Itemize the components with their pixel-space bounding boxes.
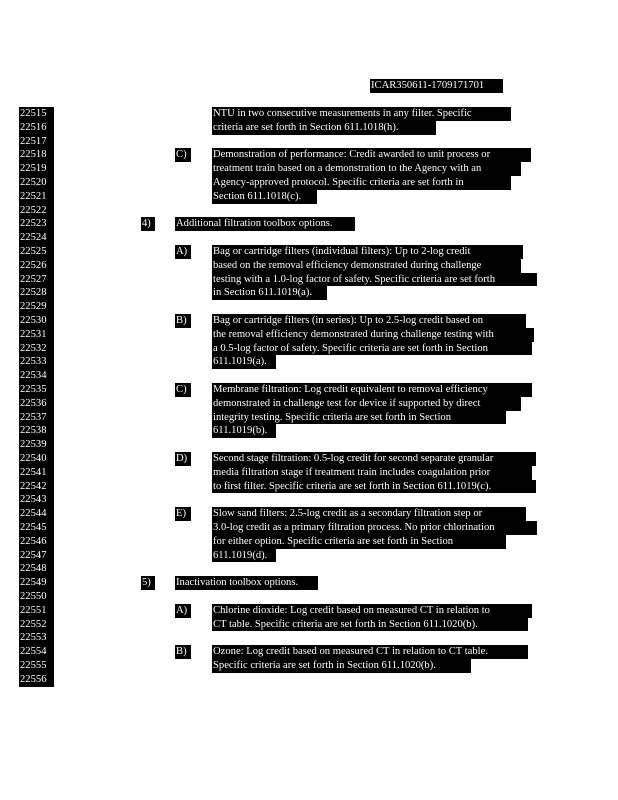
- body-line: Bag or cartridge filters (individual filters): Up to 2-log credit: [212, 245, 523, 259]
- line-number: 22541: [19, 466, 54, 480]
- line-number: 22519: [19, 162, 54, 176]
- item-label: B): [175, 314, 191, 328]
- line-number: 22545: [19, 521, 54, 535]
- line-number: 22539: [19, 438, 54, 452]
- line-number: 22529: [19, 300, 54, 314]
- body-line: 3.0-log credit as a primary filtration process. No prior chlorination: [212, 521, 537, 535]
- line-number: 22537: [19, 411, 54, 425]
- body-line: Ozone: Log credit based on measured CT in relation to CT table.: [212, 645, 528, 659]
- line-number: 22517: [19, 135, 54, 149]
- body-line: the removal efficiency demonstrated during challenge testing with: [212, 328, 534, 342]
- item-label: A): [175, 604, 191, 618]
- line-number: 22522: [19, 204, 54, 218]
- body-line: 611.1019(b).: [212, 424, 276, 438]
- line-number: 22555: [19, 659, 54, 673]
- body-line: treatment train based on a demonstration to the Agency with an: [212, 162, 521, 176]
- line-number: 22530: [19, 314, 54, 328]
- line-number: 22551: [19, 604, 54, 618]
- body-line: 611.1019(d).: [212, 549, 276, 563]
- body-line: Bag or cartridge filters (in series): Up to 2.5-log credit based on: [212, 314, 526, 328]
- body-line: for either option. Specific criteria are set forth in Section: [212, 535, 506, 549]
- line-number: 22526: [19, 259, 54, 273]
- line-number: 22538: [19, 424, 54, 438]
- body-line: testing with a 1.0-log factor of safety. Specific criteria are set forth: [212, 273, 537, 287]
- section-title: Additional filtration toolbox options.: [175, 217, 355, 231]
- line-number: 22535: [19, 383, 54, 397]
- line-number: 22553: [19, 631, 54, 645]
- line-number: 22550: [19, 590, 54, 604]
- line-number: 22516: [19, 121, 54, 135]
- item-label: D): [175, 452, 191, 466]
- body-line: based on the removal efficiency demonstrated during challenge: [212, 259, 521, 273]
- item-label: B): [175, 645, 191, 659]
- line-number: 22518: [19, 148, 54, 162]
- line-number: 22531: [19, 328, 54, 342]
- item-label: A): [175, 245, 191, 259]
- line-number: 22520: [19, 176, 54, 190]
- item-label: C): [175, 383, 191, 397]
- line-number: 22552: [19, 618, 54, 632]
- line-number: 22547: [19, 549, 54, 563]
- body-line: in Section 611.1019(a).: [212, 286, 327, 300]
- line-number: 22521: [19, 190, 54, 204]
- line-number: 22524: [19, 231, 54, 245]
- line-number: 22527: [19, 273, 54, 287]
- body-line: NTU in two consecutive measurements in any filter. Specific: [212, 107, 511, 121]
- line-number: 22549: [19, 576, 54, 590]
- item-label: E): [175, 507, 191, 521]
- body-line: Section 611.1018(c).: [212, 190, 317, 204]
- line-number: 22534: [19, 369, 54, 383]
- body-line: Second stage filtration: 0.5-log credit for second separate granular: [212, 452, 536, 466]
- section-label: 4): [141, 217, 155, 231]
- line-number: 22515: [19, 107, 54, 121]
- line-number: 22525: [19, 245, 54, 259]
- line-number: 22548: [19, 562, 54, 576]
- body-line: CT table. Specific criteria are set forth in Section 611.1020(b).: [212, 618, 528, 632]
- line-number: 22554: [19, 645, 54, 659]
- line-number: 22543: [19, 493, 54, 507]
- line-number: 22523: [19, 217, 54, 231]
- body-line: 611.1019(a).: [212, 355, 276, 369]
- body-line: Demonstration of performance: Credit awarded to unit process or: [212, 148, 531, 162]
- line-number: 22544: [19, 507, 54, 521]
- body-line: criteria are set forth in Section 611.1018(h).: [212, 121, 436, 135]
- body-line: to first filter. Specific criteria are set forth in Section 611.1019(c).: [212, 480, 536, 494]
- section-title: Inactivation toolbox options.: [175, 576, 318, 590]
- line-number: 22546: [19, 535, 54, 549]
- body-line: Agency-approved protocol. Specific criteria are set forth in: [212, 176, 511, 190]
- section-label: 5): [141, 576, 155, 590]
- line-number: 22542: [19, 480, 54, 494]
- line-number: 22556: [19, 673, 54, 687]
- line-number: 22540: [19, 452, 54, 466]
- body-line: Specific criteria are set forth in Section 611.1020(b).: [212, 659, 471, 673]
- item-label: C): [175, 148, 191, 162]
- body-line: media filtration stage if treatment train includes coagulation prior: [212, 466, 532, 480]
- line-number: 22533: [19, 355, 54, 369]
- body-line: Slow sand filters: 2.5-log credit as a secondary filtration step or: [212, 507, 526, 521]
- body-line: demonstrated in challenge test for device if supported by direct: [212, 397, 521, 411]
- body-line: Chlorine dioxide: Log credit based on measured CT in relation to: [212, 604, 532, 618]
- line-number: 22532: [19, 342, 54, 356]
- line-number: 22536: [19, 397, 54, 411]
- line-number: 22528: [19, 286, 54, 300]
- body-line: Membrane filtration: Log credit equivalent to removal efficiency: [212, 383, 532, 397]
- body-line: a 0.5-log factor of safety. Specific criteria are set forth in Section: [212, 342, 532, 356]
- body-line: integrity testing. Specific criteria are set forth in Section: [212, 411, 506, 425]
- document-header-id: ICAR350611-1709171701: [370, 79, 503, 93]
